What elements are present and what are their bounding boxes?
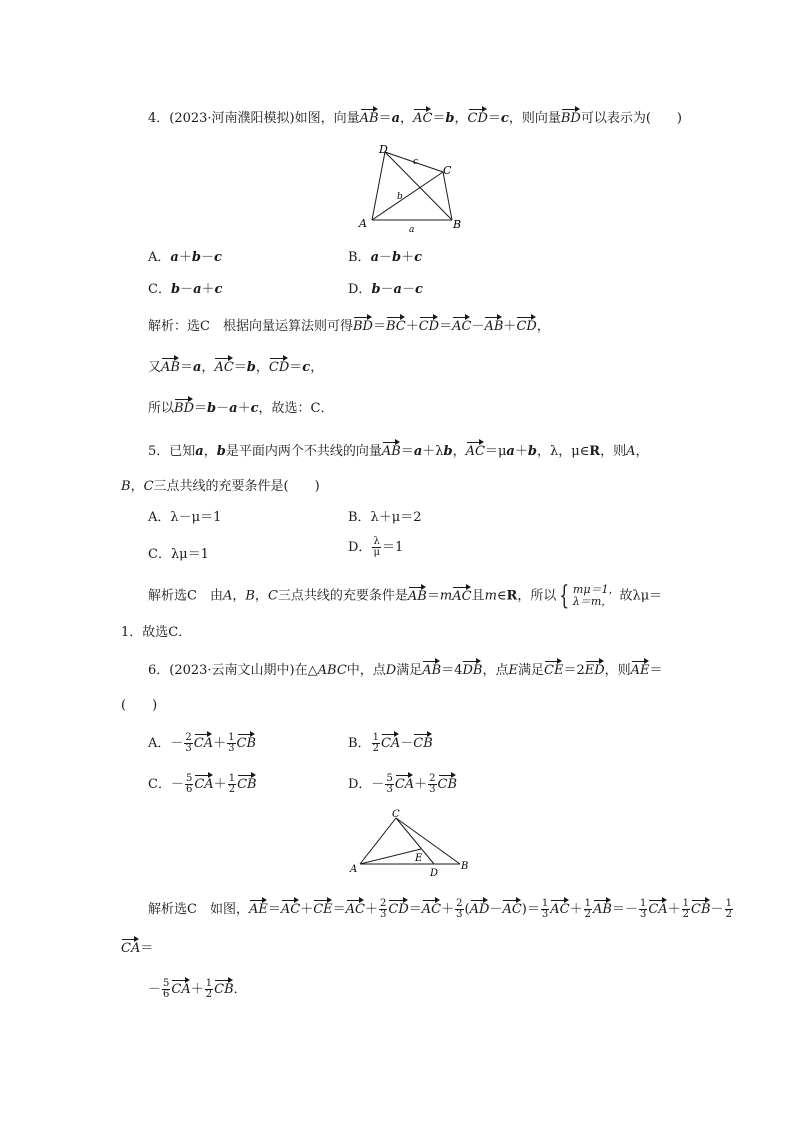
q4-option-d: D．b－a－c [348,282,423,297]
q4-solution-line2: 又AB＝a，AC＝b，CD＝c， [148,360,324,375]
q4-label-a: a [409,225,415,235]
q4-solution-line1: 解析：选C 根据向量运算法则可得BD＝BC＋CD＝AC－AB＋CD， [148,319,550,334]
q5-stem-line1: 5．已知a，b是平面内两个不共线的向量AB＝a＋λb，AC＝μa＋b，λ，μ∈R，则A， [148,444,649,459]
q4-label-B: B [453,218,462,231]
q4-solution-line3: 所以BD＝b－a＋c，故选：C． [148,401,334,416]
q5-stem-line2: B，C三点共线的充要条件是( ) [121,479,320,494]
q6-figure [348,806,473,878]
q4-option-c: C．b－a＋c [148,282,223,297]
q5-option-b: B．λ＋μ＝2 [348,510,422,525]
q6-label-C: C [392,809,400,820]
q6-stem-line2: ( ) [121,698,158,713]
q5-option-a: A．λ－μ＝1 [148,510,222,525]
q4-figure [355,140,475,235]
q4-label-c: c [413,157,419,167]
q6-solution-line2: CA＝ [121,941,154,956]
q4-stem: 4．(2023·河南濮阳模拟)如图，向量AB＝a，AC＝b，CD＝c，则向量BD可以表示为( ) [148,111,682,126]
q6-label-A: A [350,864,358,875]
q5-solution-line2: 1．故选C． [121,625,192,640]
q6-solution-line3: － $\frac{5}{6}$ CA＋ $\frac{1}{2}$ CB． [148,978,247,1000]
q6-label-B: B [461,861,469,872]
q4-option-b: B．a－b＋c [348,250,423,265]
q6-option-d: D．－ $\frac{5}{3}$ CA＋ $\frac{2}{3}$ CB [348,773,458,795]
q4-label-C: C [443,164,452,177]
q4-label-D: D [379,143,388,156]
q5-option-c: C．λμ＝1 [148,547,209,562]
q5-option-d: D． $\frac{\lambda}{\mu}$ ＝1 [348,536,404,558]
q6-label-D: D [430,868,439,878]
q5-solution-line1: 解析选C 由A，B，C三点共线的充要条件是AB＝mAC且m∈R，所以 { mμ＝1， λ＝m， 故λμ＝ [148,581,663,611]
q6-option-c: C．－ $\frac{5}{6}$ CA＋ $\frac{1}{2}$ CB [148,773,257,795]
q6-option-b: B． $\frac{1}{2}$ CA－CB [348,732,433,754]
q4-label-b: b [397,192,403,202]
q6-option-a: A．－ $\frac{2}{3}$ CA＋ $\frac{1}{3}$ CB [148,732,256,754]
q6-solution-line1: 解析选C 如图，AE＝AC＋CE＝AC＋ $\frac{2}{3}$ CD＝AC＋ $\frac{2}{3}$ (AD－AC)＝ $\frac{1}{3}$ AC＋ $\frac{1}{2}$ AB＝－ $\frac{1}{3}$ CA＋ $\frac{1}{2}$ CB－ $\frac{1}{2}$ [148,898,732,920]
q6-stem-line1: 6．(2023·云南文山期中)在△ABC中，点D满足AB＝4DB，点E满足CE＝2ED，则AE＝ [148,663,663,678]
q6-label-E: E [415,853,423,864]
q4-label-A: A [359,217,367,230]
q4-option-a: A．a＋b－c [148,250,222,265]
